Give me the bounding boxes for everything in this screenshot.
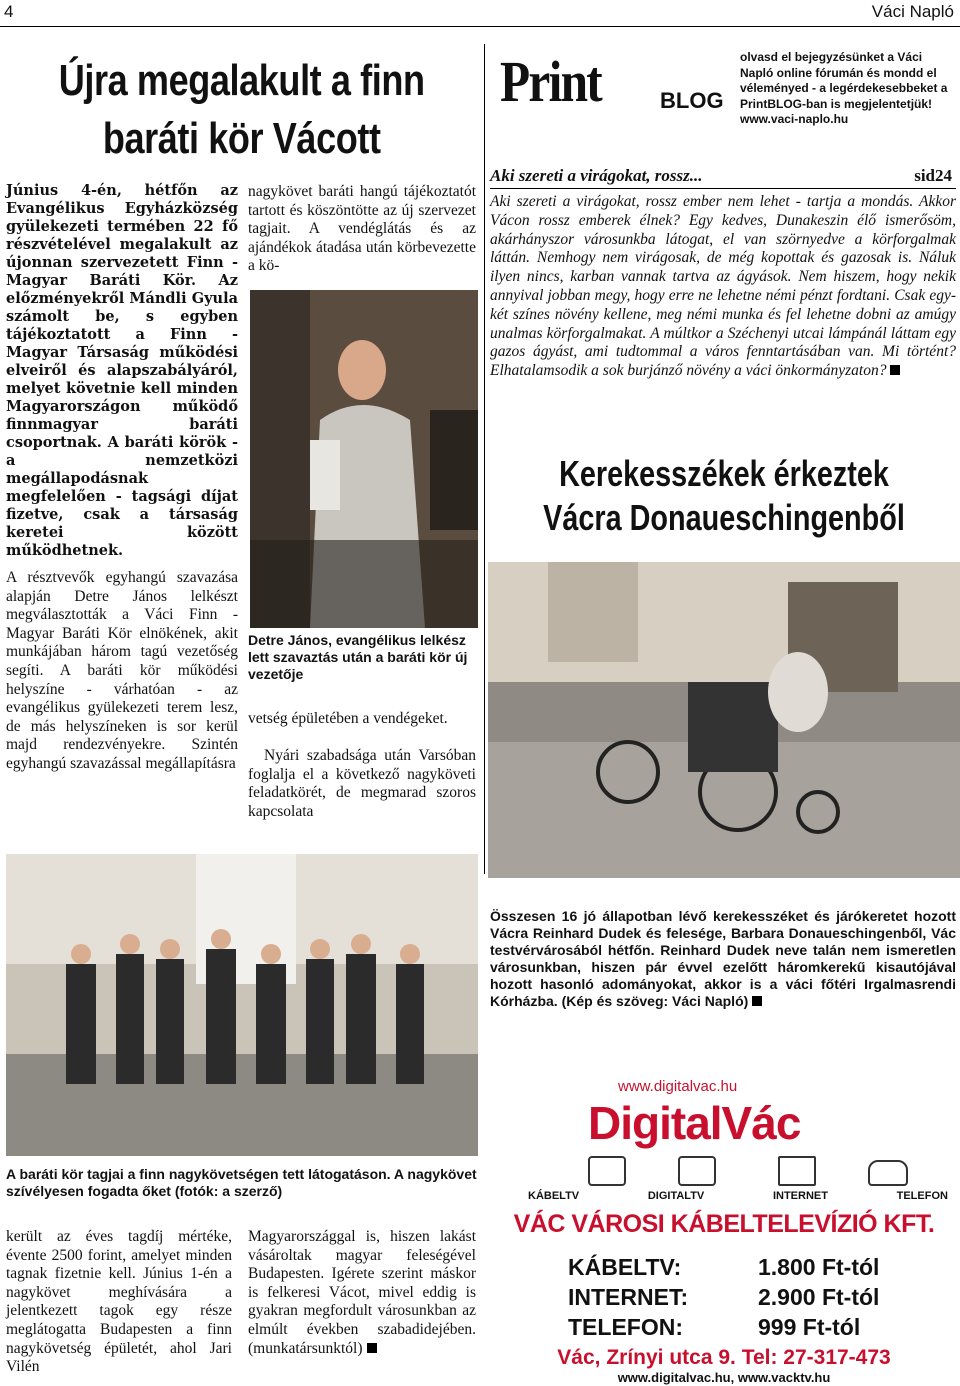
ad-price-value: 999 Ft-tól (758, 1314, 861, 1340)
ad-company: VÁC VÁROSI KÁBELTELEVÍZIÓ KFT. (513, 1210, 935, 1238)
pastor-photo (250, 290, 478, 628)
ad-url-top: www.digitalvac.hu (618, 1078, 738, 1095)
ad-price-label: KÁBELTV: (568, 1254, 682, 1280)
ad-price-value: 1.800 Ft-tól (758, 1254, 880, 1280)
wheelchair-headline (488, 452, 960, 540)
ad-price-value: 2.900 Ft-tól (758, 1284, 880, 1310)
phone-icon (868, 1160, 908, 1186)
group-photo-graphic (6, 854, 478, 1156)
ad-service-digitaltv: DIGITALTV (647, 1190, 705, 1202)
blog-title-text: Aki szereti a virágokat, rossz... (490, 166, 703, 185)
pastor-photo-graphic (250, 290, 478, 628)
ad-service-internet: INTERNET (772, 1190, 828, 1202)
digitalvac-ad (488, 1070, 960, 1386)
printblog-blurb: olvasd el bejegyzésünket a Váci Napló online fórumán és mondd el véleményed - a legérdekesebbeket a PrintBLOG-ban is megjelentetjük! www.vaci-naplo.hu (740, 50, 948, 126)
blog-body-text: Aki szereti a virágokat, rossz ember nem lehet - tartja a mondás. Akkor Vácon rossz emberek élnek? Egy kedves, Dunakeszin élő ismerősöm, akárhányszor városunkba látogat, el van szörnyedve a körforgalmak láttán. Nemhogy nem virágosak, de még kopottak és gazosak is. Náluk ilyen nincs, karban vannak tartva az ágyások. Nem hiszem, hogy nekik annyival jobban megy, hogy erre ne lehetne némi pénzt fordtani. Csak egy-két színes növény kellene, meg némi munka és fel lehetne dobni az amúgy unalmas körforgalmakat. A múltkor a Széchenyi utcai lámpánál láttam egy gazos ágyást, ami tudtommal a város fenntartásában van. Mi történt? Elhatalamsodik a sok burjánző növény a váci önkormányzaton? (490, 193, 956, 380)
blog-post-body (490, 193, 956, 381)
ad-price-label: TELEFON: (568, 1314, 683, 1340)
group-photo-caption: A baráti kör tagjai a finn nagykövetségen tett látogatáson. A nagykövet szívélyesen fogadta őket (fotók: a szerző) (6, 1166, 477, 1199)
article-body-left: A résztvevők egyhangú szavazása alapján Detre János lelkészt megválasztották a Váci Finn - Magyar Baráti Kör elnökének, akit munkájában három tagú vezetőség segíti. A baráti kör működési helyszíne - várhatóan - az evangélikus gyülekezeti terem lesz, de más helyszíneken is sor kerül majd rendezvényekre. Szintén egyhangú szavazással megállapításra (6, 569, 238, 772)
wheelchair-photo (488, 562, 960, 878)
digital-tv-icon (678, 1156, 716, 1186)
computer-icon (778, 1156, 816, 1186)
ad-service-kabeltv: KÁBELTV (528, 1190, 580, 1202)
end-mark-icon (890, 365, 900, 375)
ad-price-row (568, 1252, 898, 1282)
wheelchair-headline-line1: Kerekesszékek érkeztek (559, 453, 889, 494)
tv-icon (588, 1156, 626, 1186)
wheelchair-headline-line2: Vácra Donaueschingenből (543, 497, 905, 538)
group-photo (6, 854, 478, 1156)
printblog-logo-blog: BLOG (660, 88, 724, 113)
article-body-bottom-left: került az éves tagdíj mértéke, évente 2500 forint, amelyet minden tagnak fizetnie kell. Június 1-én a nagykövet meghívására a jelentkezett tagok egy része meglátogatta Budapesten a finn nagykövetség épületét, ahol Jari Vilén (6, 1228, 232, 1376)
column-divider (484, 44, 485, 874)
end-mark-icon (367, 1343, 377, 1353)
ad-brand: DigitalVác (588, 1097, 801, 1149)
ad-address: Vác, Zrínyi utca 9. Tel: 27-317-473 (557, 1346, 891, 1369)
wheelchair-caption (490, 908, 956, 1010)
article-body-bottom-right (248, 1228, 476, 1358)
article-body-mid: vetség épületében a vendégeket. (248, 710, 448, 727)
article-mid-text: nagykövet baráti hangú tájékoztatót tartott és köszöntötte az új szervezet tagjait. A vendéglátás és az ajándékok átadása után körbevezette a kö- (248, 183, 476, 275)
page-header (0, 0, 960, 27)
page-number: 4 (4, 2, 14, 21)
publication-name: Váci Napló (871, 2, 954, 21)
ad-price-row (568, 1282, 898, 1312)
ad-price-label: INTERNET: (568, 1284, 689, 1310)
ad-service-telefon: TELEFON (896, 1190, 948, 1202)
ad-price-row (568, 1312, 898, 1342)
article-title-line1: Újra megalakult a finn (58, 56, 425, 105)
printblog-logo-print: Print (500, 49, 602, 114)
ad-services (528, 1190, 948, 1202)
article-end-text: Magyarországgal is, hiszen lakást vásároltak magyar feleségével Budapesten. Igérete szerint máskor is felkeresi Vácot, mivel eddig is gyakran megfordult városunkban az elmúlt években szabadidejében. (munkatársunktól) (248, 1228, 476, 1357)
article-title-line2: baráti kör Vácott (102, 114, 381, 163)
blog-post-title (490, 166, 956, 189)
end-mark-icon (752, 996, 762, 1006)
article-lead: Június 4-én, hétfőn az Evangélikus Egyházközség gyülekezeti termében 22 fő részvételével megalakult az újonnan szervezetett Finn - Magyar Baráti Kör. Az előzményekről Mándli Gyula számolt be, s egyben tájékoztatott a Finn - Magyar Társaság működési elveiről és alapszabályáról, melyet követnie kell minden Magyarországon működő finnmagyar baráti csoportnak. A baráti körök - a nemzetközi megállapodásnak megfelelően - tagsági díjat fizetve, csak a társaság keretei között működhetnek. (6, 182, 238, 559)
ad-urls: www.digitalvac.hu, www.vacktv.hu (617, 1370, 831, 1385)
wheelchair-photo-graphic (488, 562, 960, 878)
wheelchair-caption-text: Összesen 16 jó állapotban lévő kerekesszéket és járókeretet hozott Vácra Reinhard Dudek és felesége, Barbara Donaueschingenből, Vác testvérvárosából hétfőn. Reinhard Dudek neve talán nem ismeretlen városunkban, hiszen pár évvel ezelőtt háromkerekű kisautójával hozott hasonló adományokat, akkor is a váci főtéri Irgalmasrendi Kórházba. (Kép és szöveg: Váci Napló) (490, 908, 956, 1009)
article-title (8, 52, 475, 168)
article-body-mid2: Nyári szabadsága után Varsóban foglalja el a következő nagyköveti feladatkörét, de megmarad szoros kapcsolata (248, 747, 476, 820)
blog-sid: sid24 (914, 166, 952, 185)
pastor-photo-caption: Detre János, evangélikus lelkész lett szavaztás után a baráti kör új vezetője (248, 632, 468, 682)
ad-prices (568, 1252, 898, 1342)
